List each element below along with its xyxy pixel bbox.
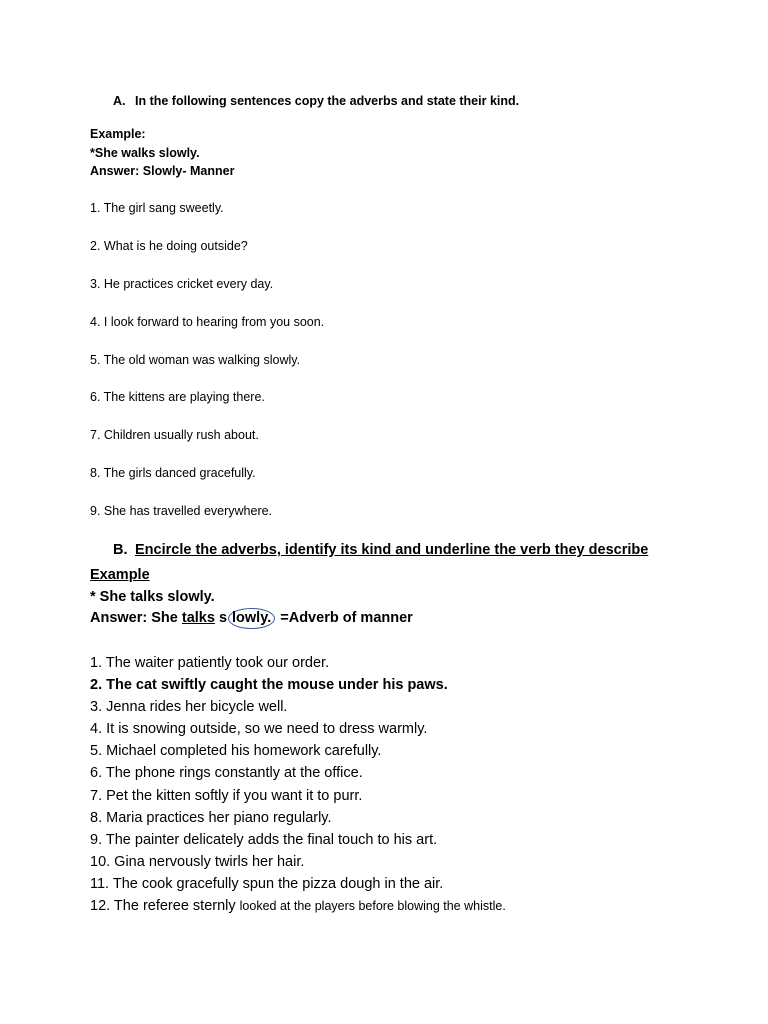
section-b-item: 5. Michael completed his homework carefully. [90, 743, 382, 760]
answer-adverb-circled: lowly. [228, 608, 275, 629]
item12-end: looked at the players before blowing the whistle. [239, 899, 506, 914]
section-b-item: 7. Pet the kitten softly if you want it to purr. [90, 787, 363, 804]
section-a-item: 6. The kittens are playing there. [90, 390, 265, 404]
item12-start: 12. The referee sternly [90, 898, 240, 915]
section-b-list [90, 652, 506, 917]
section-b-item [90, 895, 506, 917]
section-b-item: 4. It is snowing outside, so we need to dress warmly. [90, 721, 428, 738]
section-a-example [90, 125, 234, 181]
section-a-item: 4. I look forward to hearing from you soon. [90, 315, 325, 329]
section-a-item: 9. She has travelled everywhere. [90, 504, 273, 518]
section-a-letter: A. [113, 94, 126, 108]
section-a-item: 2. What is he doing outside? [90, 239, 248, 253]
section-a-item: 8. The girls danced gracefully. [90, 466, 256, 480]
section-b-example [90, 565, 413, 630]
section-b-item: 3. Jenna rides her bicycle well. [90, 699, 288, 716]
section-b-heading [113, 542, 648, 558]
section-a-item: 3. He practices cricket every day. [90, 277, 274, 291]
section-b-item: 6. The phone rings constantly at the office. [90, 765, 363, 782]
section-b-item: 11. The cook gracefully spun the pizza dough in the air. [90, 875, 444, 892]
answer-space: s [214, 610, 228, 626]
section-b-heading-text: Encircle the adverbs, identify its kind and underline the verb they describe [135, 542, 649, 558]
section-b-item: 1. The waiter patiently took our order. [90, 655, 330, 671]
section-a-heading-text: In the following sentences copy the adverbs and state their kind. [135, 94, 520, 108]
section-b-letter: B. [113, 542, 128, 558]
answer-prefix: Answer: She [90, 610, 182, 626]
answer-verb-underlined: talks [181, 610, 215, 626]
section-b-example-label: Example [90, 567, 150, 583]
section-a-example-answer: Answer: Slowly- Manner [90, 164, 235, 178]
section-b-example-answer [90, 608, 413, 630]
section-a-item: 7. Children usually rush about. [90, 428, 259, 442]
section-b-item: 9. The painter delicately adds the final touch to his art. [90, 831, 438, 848]
section-b-item: 10. Gina nervously twirls her hair. [90, 853, 305, 870]
section-a-example-sentence: *She walks slowly. [90, 145, 200, 160]
section-b-example-sentence: * She talks slowly. [90, 588, 215, 605]
section-a-item: 1. The girl sang sweetly. [90, 201, 224, 215]
section-a-example-label: Example: [90, 127, 146, 141]
answer-suffix: =Adverb of manner [276, 610, 413, 626]
section-b-item: 8. Maria practices her piano regularly. [90, 809, 332, 826]
section-a-item: 5. The old woman was walking slowly. [90, 353, 301, 367]
section-b-item: 2. The cat swiftly caught the mouse under his paws. [90, 677, 448, 694]
section-a-heading [113, 94, 519, 108]
